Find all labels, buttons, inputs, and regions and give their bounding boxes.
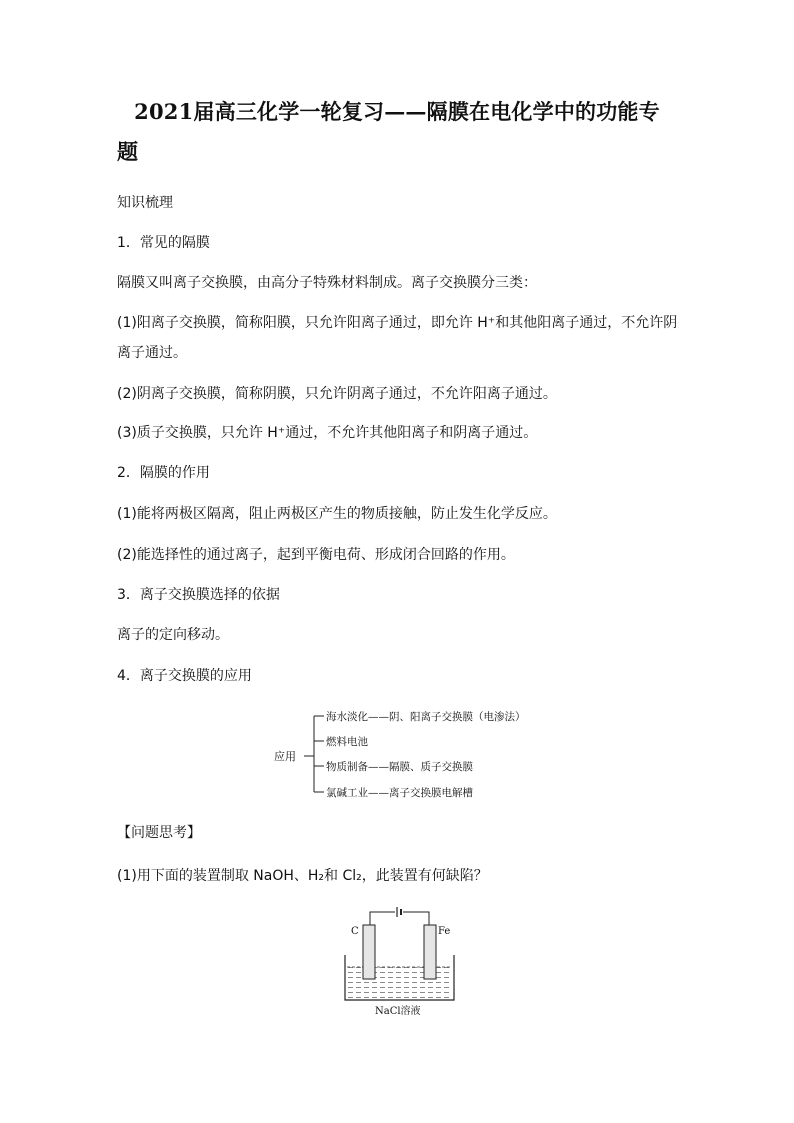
item2-paragraph-1: (1)能将两极区隔离，阻止两极区产生的物质接触，防止发生化学反应。 <box>117 506 557 522</box>
title-line-2: 题 <box>117 139 138 164</box>
item3-heading: 3．离子交换膜选择的依据 <box>117 587 280 603</box>
item2-paragraph-2: (2)能选择性的通过离子，起到平衡电荷、形成闭合回路的作用。 <box>117 547 515 563</box>
item1-paragraph-2: (2)阴离子交换膜，简称阴膜，只允许阴离子通过，不允许阳离子通过。 <box>117 386 557 402</box>
diagram-branch-fuel-cell: 燃料电池 <box>326 736 368 748</box>
application-diagram <box>270 703 540 803</box>
item1-paragraph-3: (3)质子交换膜，只允许 H⁺通过，不允许其他阳离子和阴离子通过。 <box>117 425 538 441</box>
diagram-branch-material-prep: 物质制备——隔膜、质子交换膜 <box>326 761 473 773</box>
left-electrode-label: C <box>351 926 359 937</box>
apparatus-drawing <box>340 905 460 1017</box>
question-1: (1)用下面的装置制取 NaOH、H₂和 Cl₂，此装置有何缺陷？ <box>117 868 488 884</box>
item1-intro: 隔膜又叫离子交换膜，由高分子特殊材料制成。离子交换膜分三类： <box>117 275 537 291</box>
diagram-branch-desalination: 海水淡化——阴、阳离子交换膜（电渗法） <box>326 711 526 723</box>
right-electrode-label: Fe <box>438 926 451 937</box>
diagram-branch-chlor-alkali: 氯碱工业——离子交换膜电解槽 <box>326 787 473 799</box>
item4-heading: 4．离子交换膜的应用 <box>117 668 252 684</box>
item3-paragraph-1: 离子的定向移动。 <box>117 627 229 643</box>
document-title <box>117 92 677 172</box>
title-line-1: 2021届高三化学一轮复习——隔膜在电化学中的功能专 <box>134 99 660 124</box>
question-heading: 【问题思考】 <box>117 825 201 841</box>
item1-paragraph-1: (1)阳离子交换膜，简称阳膜，只允许阳离子通过，即允许 H⁺和其他阳离子通过，不允许阴离子通过。 <box>117 315 678 361</box>
section-heading: 知识梳理 <box>117 195 173 211</box>
item1-heading: 1．常见的隔膜 <box>117 235 210 251</box>
item2-heading: 2．隔膜的作用 <box>117 465 210 481</box>
diagram-root-label: 应用 <box>274 750 296 763</box>
solution-label: NaCl溶液 <box>375 1006 421 1017</box>
electrolysis-apparatus <box>340 905 460 1017</box>
